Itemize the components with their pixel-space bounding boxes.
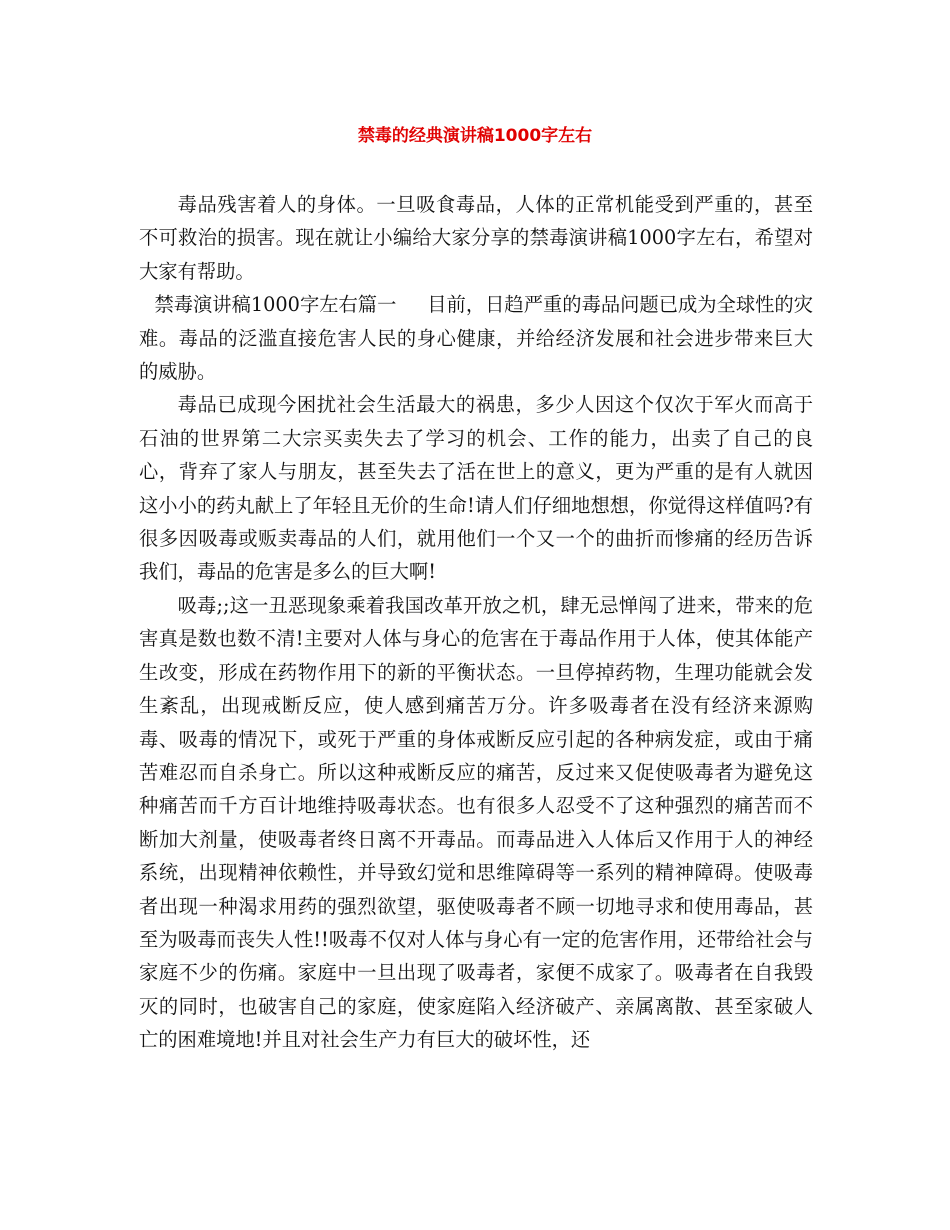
document-body — [139, 188, 813, 1057]
paragraph-4: 吸毒;;这一丑恶现象乘着我国改革开放之机，肆无忌惮闯了进来，带来的危害真是数也数不清!主要对人体与身心的危害在于毒品作用于人体，使其体能产生改变，形成在药物作用下的新的平衡状态。一旦停掉药物，生理功能就会发生紊乱，出现戒断反应，使人感到痛苦万分。许多吸毒者在没有经济来源购毒、吸毒的情况下，或死于严重的身体戒断反应引起的各种病发症，或由于痛苦难忍而自杀身亡。所以这种戒断反应的痛苦，反过来又促使吸毒者为避免这种痛苦而千方百计地维持吸毒状态。也有很多人忍受不了这种强烈的痛苦而不断加大剂量，使吸毒者终日离不开毒品。而毒品进入人体后又作用于人的神经系统，出现精神依赖性，并导致幻觉和思维障碍等一系列的精神障碍。使吸毒者出现一种渴求用药的强烈欲望，驱使吸毒者不顾一切地寻求和使用毒品，甚至为吸毒而丧失人性!!吸毒不仅对人体与身心有一定的危害作用，还带给社会与家庭不少的伤痛。家庭中一旦出现了吸毒者，家便不成家了。吸毒者在自我毁灭的同时，也破害自己的家庭，使家庭陷入经济破产、亲属离散、甚至家破人亡的困难境地!并且对社会生产力有巨大的破坏性，还 — [139, 593, 813, 1052]
paragraph-section-one — [139, 288, 813, 388]
section-heading: 禁毒演讲稿1000字左右篇一 — [154, 293, 397, 317]
paragraph-intro: 毒品残害着人的身体。一旦吸食毒品，人体的正常机能受到严重的，甚至不可救治的损害。现在就让小编给大家分享的禁毒演讲稿1000字左右，希望对大家有帮助。 — [139, 193, 813, 283]
paragraph-3: 毒品已成现今困扰社会生活最大的祸患，多少人因这个仅次于军火而高于石油的世界第二大宗买卖失去了学习的机会、工作的能力，出卖了自己的良心，背弃了家人与朋友，甚至失去了活在世上的意义，更为严重的是有人就因这小小的药丸献上了年轻且无价的生命!请人们仔细地想想，你觉得这样值吗?有很多因吸毒或贩卖毒品的人们，就用他们一个又一个的曲折而惨痛的经历告诉我们，毒品的危害是多么的巨大啊! — [139, 393, 813, 584]
document-title: 禁毒的经典演讲稿1000字左右 — [357, 126, 593, 146]
section-text: 目前，日趋严重的毒品问题已成为全球性的灾难。毒品的泛滥直接危害人民的身心健康，并给经济发展和社会进步带来巨大的威胁。 — [139, 293, 813, 384]
